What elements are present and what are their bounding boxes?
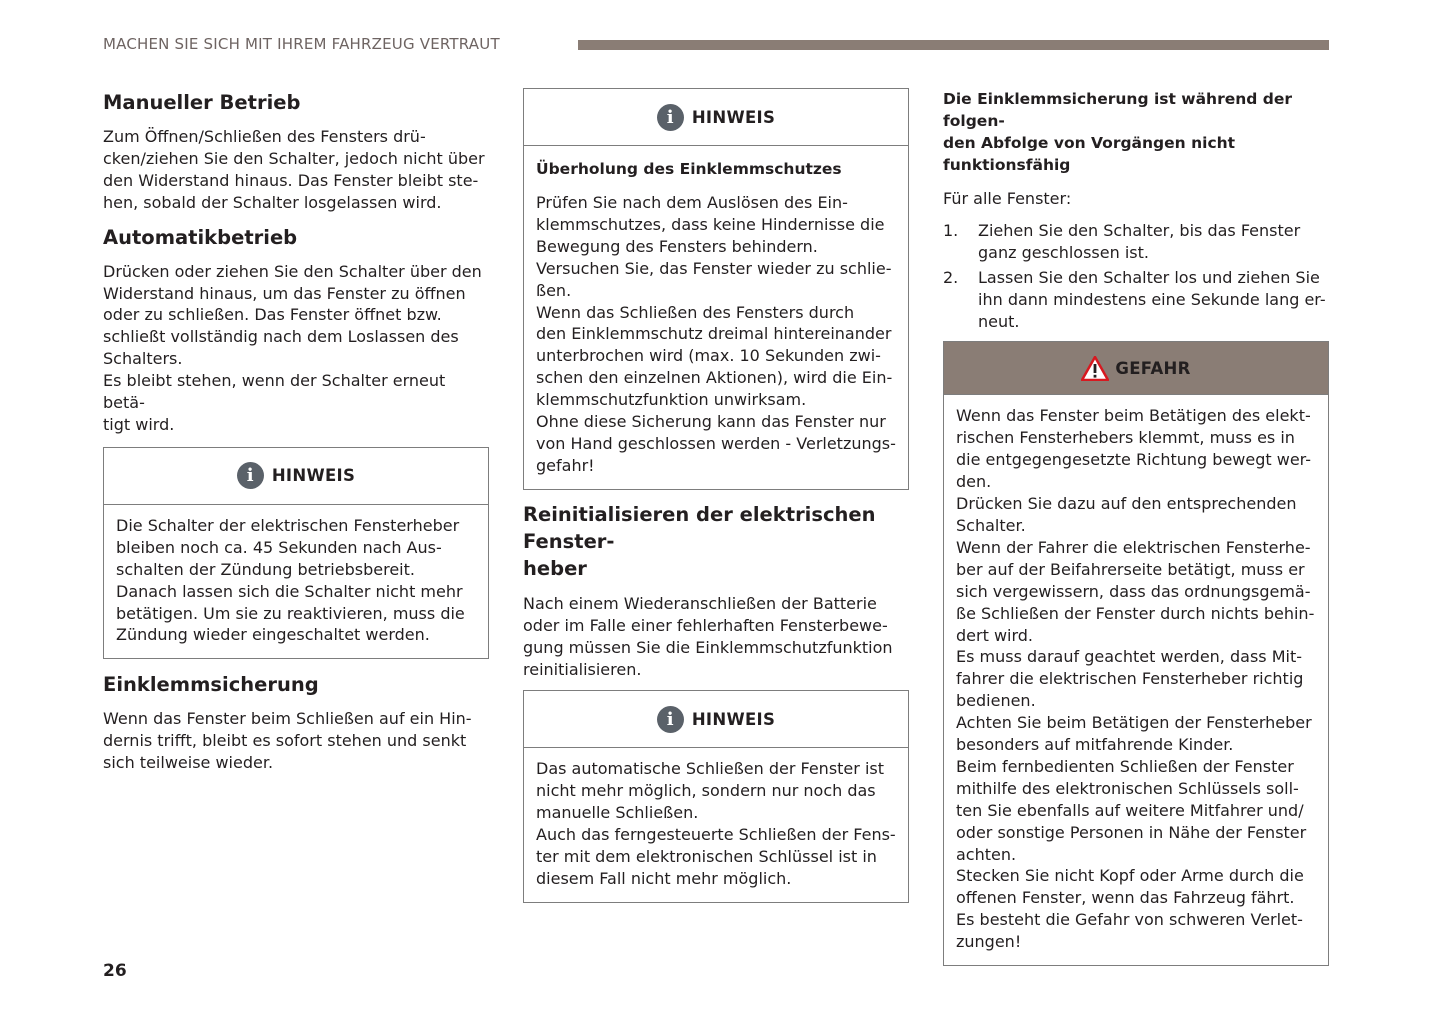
info-icon: i (657, 104, 684, 131)
step-number: 2. (943, 267, 959, 287)
danger-box-body (944, 395, 1328, 965)
note-box-body (524, 146, 908, 489)
note-label: HINWEIS (271, 466, 356, 486)
page-number: 26 (103, 961, 127, 981)
section-title-manual: Manueller Betrieb (103, 91, 301, 114)
step-text: Lassen Sie den Schalter los und ziehen Sie ihn dann mindestens eine Sekunde lang er- neut. (978, 267, 1326, 331)
note-box-header (104, 448, 488, 505)
column-3 (943, 88, 1329, 966)
note-box-body (104, 505, 488, 658)
note-box-body (524, 748, 908, 901)
warning-triangle-icon (1081, 356, 1109, 381)
note-label: HINWEIS (691, 709, 776, 729)
column-2 (523, 88, 909, 903)
section-text-reinit: Nach einem Wiederanschließen der Batterie oder im Falle einer fehlerhaften Fensterbewe- gung müssen Sie die Einklemmschutzfunktion reinitialisieren. (523, 593, 893, 679)
running-header: MACHEN SIE SICH MIT IHREM FAHRZEUG VERTRAUT (103, 35, 500, 53)
danger-label: GEFAHR (1115, 358, 1191, 378)
bold-heading: Die Einklemmsicherung ist während der folgen- den Abfolge von Vorgängen nicht funktionsfähig (943, 90, 1293, 174)
note-box-header (524, 691, 908, 748)
info-icon: i (657, 706, 684, 733)
info-icon: i (237, 462, 264, 489)
header-bar (578, 40, 1329, 50)
section-text-auto: Drücken oder ziehen Sie den Schalter über den Widerstand hinaus, um das Fenster zu öffnen oder zu schließen. Das Fenster öffnet bzw. schließt vollständig nach dem Loslassen des Schalters. Es bleibt stehen, wenn der Schalter erneut betä- tigt wird. (103, 261, 482, 434)
note-text: Prüfen Sie nach dem Auslösen des Ein- klemmschutzes, dass keine Hindernisse die Bewegung des Fensters behindern. Versuchen Sie, das Fenster wieder zu schlie- ßen. Wenn das Schließen des Fensters durch den Einklemmschutz dreimal hintereinander unterbrochen wird (max. 10 Sekunden zwi- schen den einzelnen Aktionen), wird die Ein- klemmschutzfunktion unwirksam. Ohne diese Sicherung kann das Fenster nur von Hand geschlossen werden - Verletzungs- gefahr! (536, 193, 896, 475)
section-title-reinit: Reinitialisieren der elektrischen Fenster- heber (523, 502, 876, 580)
step-text: Ziehen Sie den Schalter, bis das Fenster ganz geschlossen ist. (978, 220, 1301, 262)
note-label: HINWEIS (691, 107, 776, 127)
note-text: Das automatische Schließen der Fenster ist nicht mehr möglich, sondern nur noch das manuelle Schließen. Auch das ferngesteuerte Schließen der Fens- ter mit dem elektronischen Schlüssel ist in diesem Fall nicht mehr möglich. (536, 759, 896, 888)
section-text-manual: Zum Öffnen/Schließen des Fensters drü- cken/ziehen Sie den Schalter, jedoch nicht über den Widerstand hinaus. Das Fenster bleibt ste- hen, sobald der Schalter losgelassen wird. (103, 127, 485, 212)
danger-text: Wenn das Fenster beim Betätigen des elekt- rischen Fensterhebers klemmt, muss es in die entgegengesetzte Richtung bewegt wer- den. Drücken Sie dazu auf den entsprechenden Schalter. Wenn der Fahrer die elektrischen Fensterhe- ber auf der Beifahrerseite betätigt, muss er sich vergewissern, dass das ordnungsgemä- ße Schließen der Fenster durch nichts behin- dert wird. Es muss darauf geachtet werden, dass Mit- fahrer die elektrischen Fensterheber richtig bedienen. Achten Sie beim Betätigen der Fensterheber besonders auf mitfahrende Kinder. Beim fernbedienten Schließen der Fenster mithilfe des elektronischen Schlüssels soll- ten Sie ebenfalls auf weitere Mitfahrer und/ oder sonstige Personen in Nähe der Fenster achten. Stecken Sie nicht Kopf oder Arme durch die offenen Fenster, wenn das Fahrzeug fährt. Es besteht die Gefahr von schweren Verlet- zungen! (956, 406, 1315, 952)
section-text-pinch: Wenn das Fenster beim Schließen auf ein Hin- dernis trifft, bleibt es sofort stehen und senkt sich teilweise wieder. (103, 709, 472, 773)
step-list (943, 220, 1329, 333)
step-number: 1. (943, 220, 959, 240)
list-item (943, 267, 1329, 333)
note-box-auto-close (523, 690, 909, 902)
note-box-override (523, 88, 909, 490)
danger-box (943, 341, 1329, 966)
intro-text: Für alle Fenster: (943, 189, 1072, 208)
section-title-pinch: Einklemmsicherung (103, 673, 319, 697)
danger-box-header (944, 342, 1328, 395)
note-subtitle: Überholung des Einklemmschutzes (536, 160, 842, 178)
section-title-auto: Automatikbetrieb (103, 225, 298, 249)
column-1 (103, 88, 489, 774)
note-box (103, 447, 489, 659)
list-item (943, 220, 1329, 264)
note-text: Die Schalter der elektrischen Fensterheber bleiben noch ca. 45 Sekunden nach Aus- schalten der Zündung betriebsbereit. Danach lassen sich die Schalter nicht mehr betätigen. Um sie zu reaktivieren, muss die Zündung wieder eingeschaltet werden. (116, 515, 465, 645)
note-box-header (524, 89, 908, 146)
